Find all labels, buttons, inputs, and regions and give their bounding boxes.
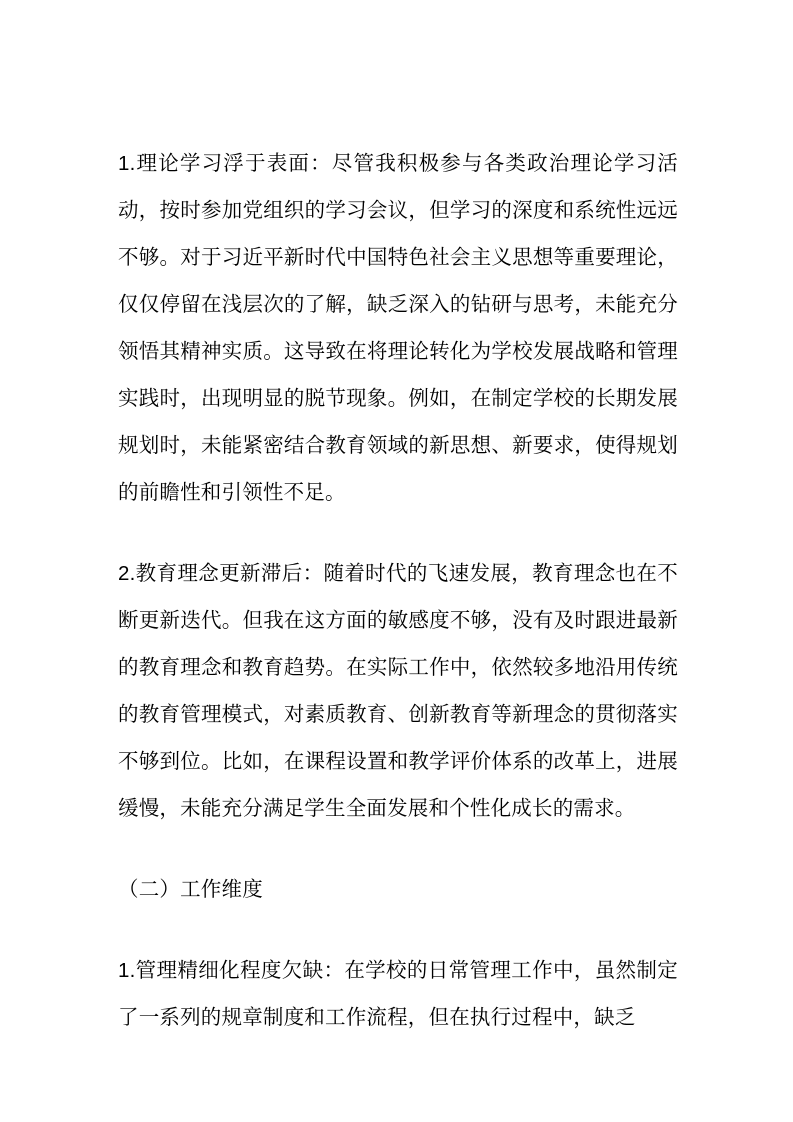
paragraph-theory-study: 1.理论学习浮于表面：尽管我积极参与各类政治理论学习活动，按时参加党组织的学习会议，但学习的深度和系统性远远不够。对于习近平新时代中国特色社会主义思想等重要理论，仅仅停留在浅层次的了解，缺乏深入的钻研与思考，未能充分领悟其精神实质。这导致在将理论转化为学校发展战略和管理实践时，出现明显的脱节现象。例如，在制定学校的长期发展规划时，未能紧密结合教育领域的新思想、新要求，使得规划的前瞻性和引领性不足。 <box>118 152 678 504</box>
section-heading-work-dimension: （二）工作维度 <box>118 878 263 901</box>
document-body <box>118 140 678 1041</box>
paragraph-education-concept: 2.教育理念更新滞后：随着时代的飞速发展，教育理念也在不断更新迭代。但我在这方面的敏感度不够，没有及时跟进最新的教育理念和教育趋势。在实际工作中，依然较多地沿用传统的教育管理模式，对素质教育、创新教育等新理念的贯彻落实不够到位。比如，在课程设置和教学评价体系的改革上，进展缓慢，未能充分满足学生全面发展和个性化成长的需求。 <box>118 562 678 820</box>
paragraph-management-detail: 1.管理精细化程度欠缺：在学校的日常管理工作中，虽然制定了一系列的规章制度和工作流程，但在执行过程中，缺乏 <box>118 959 678 1029</box>
